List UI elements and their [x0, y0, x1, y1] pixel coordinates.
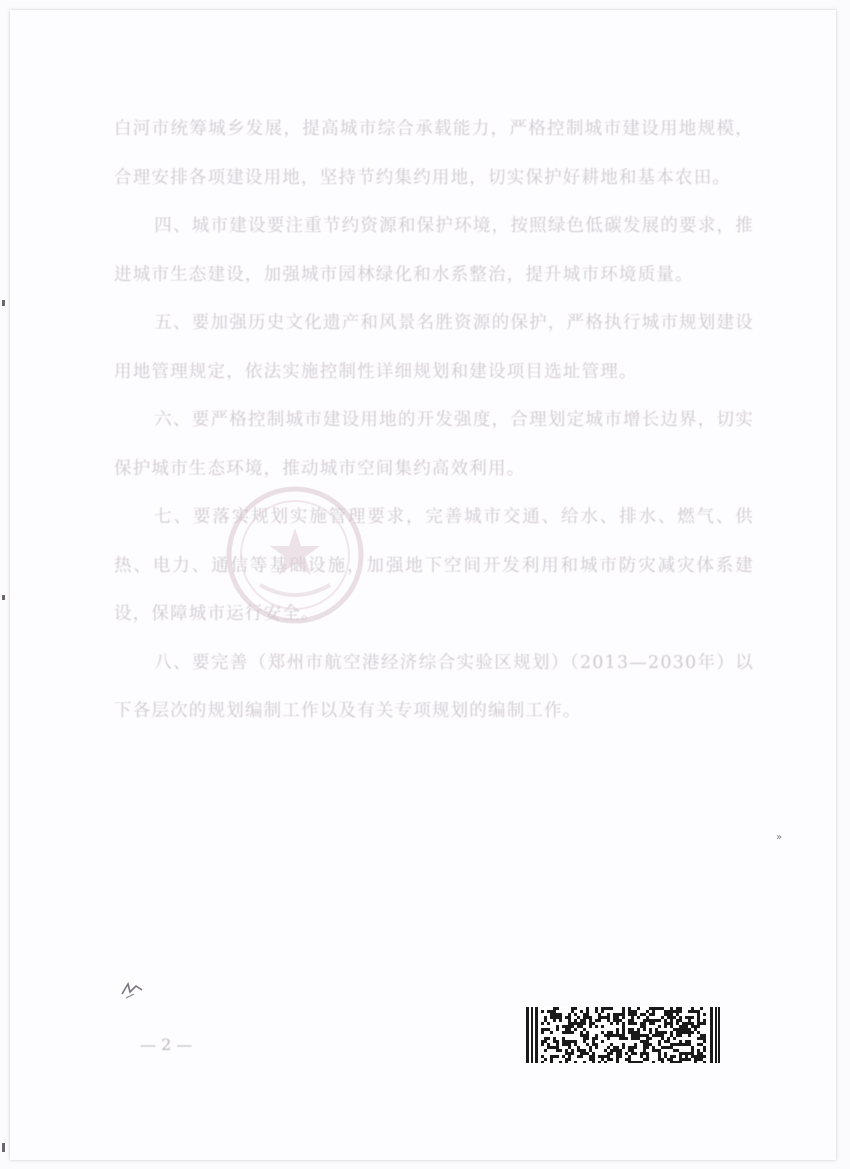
document-page	[10, 10, 836, 1160]
handwritten-mark	[120, 980, 144, 1000]
document-body	[114, 105, 754, 736]
paragraph: 五、要加强历史文化遗产和风景名胜资源的保护，严格执行城市规划建设用地管理规定，依法实施控制性详细规划和建设项目选址管理。	[114, 313, 754, 382]
scan-speck: »	[776, 832, 783, 843]
scan-edge-mark	[2, 300, 5, 306]
scan-edge-mark	[2, 1143, 5, 1152]
paragraph: 四、城市建设要注重节约资源和保护环境，按照绿色低碳发展的要求，推进城市生态建设，加强城市园林绿化和水系整治，提升城市环境质量。	[114, 216, 754, 285]
page-number: — 2 —	[140, 1035, 193, 1054]
barcode-icon	[526, 1007, 720, 1063]
paragraph: 白河市统筹城乡发展，提高城市综合承载能力，严格控制城市建设用地规模，合理安排各项建设用地，坚持节约集约用地，切实保护好耕地和基本农田。	[114, 119, 754, 188]
scan-edge-mark	[2, 595, 5, 600]
paragraph: 八、要完善（郑州市航空港经济综合实验区规划）（2013—2030年）以下各层次的规划编制工作以及有关专项规划的编制工作。	[114, 652, 754, 721]
paragraph: 六、要严格控制城市建设用地的开发强度，合理划定城市增长边界，切实保护城市生态环境，推动城市空间集约高效利用。	[114, 410, 754, 479]
paragraph: 七、要落实规划实施管理要求，完善城市交通、给水、排水、燃气、供热、电力、通信等基础设施，加强地下空间开发利用和城市防灾减灾体系建设，保障城市运行安全。	[114, 507, 754, 624]
official-seal-icon	[220, 480, 370, 630]
